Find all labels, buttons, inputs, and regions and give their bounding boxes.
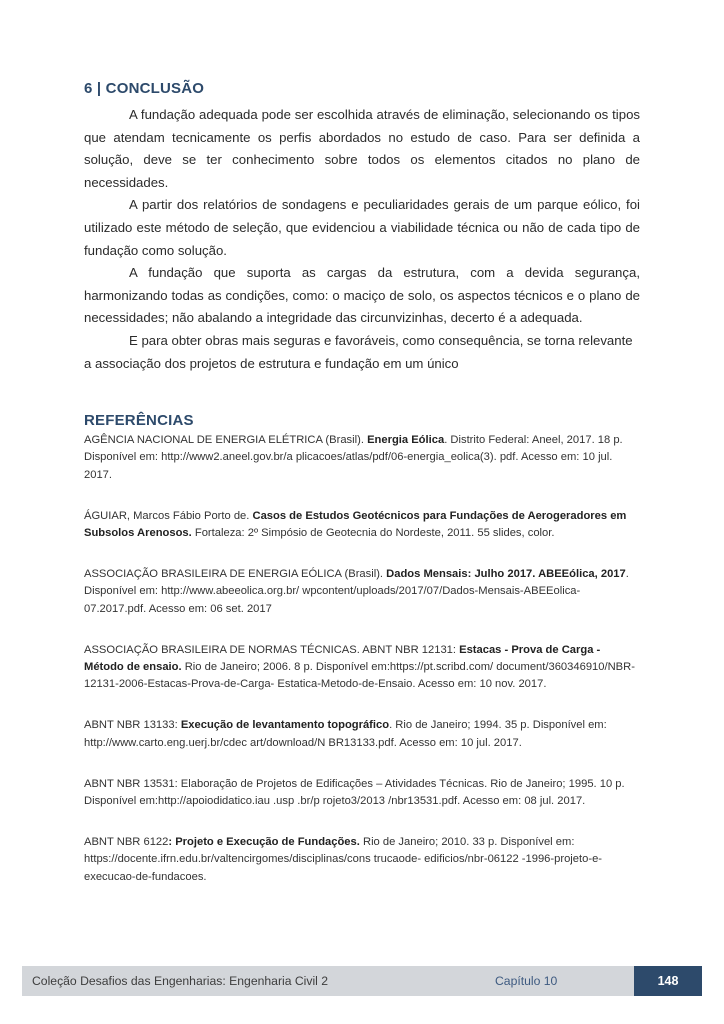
reference-text: . Rio de Janeiro; 1994. 35 p. Disponível em: http://www.carto.eng.uerj.br/cdec art/download/N BR13133.pdf. Acesso em: 10 jul. 2017. (84, 719, 607, 749)
reference-text: ASSOCIAÇÃO BRASILEIRA DE NORMAS TÉCNICAS. ABNT NBR 12131: (84, 643, 460, 656)
references-heading: REFERÊNCIAS (84, 412, 194, 430)
reference-text: . Distrito Federal: Aneel, 2017. 18 p. Disponível em: http://www2.aneel.gov.br/a plicacoes/atlas/pdf/06-energia_eolica(3). pdf. Acesso em: 10 jul. 2017. (84, 434, 623, 481)
reference-title: : Projeto e Execução de Fundações. (168, 836, 360, 849)
conclusion-paragraph: A fundação que suporta as cargas da estrutura, com a devida segurança, harmonizando todas as condições, como: o maciço de solo, os aspectos técnicos e o plano de necessidades; não abalando a integridade das circunvizinhas, decerto é a adequada. (84, 265, 640, 326)
reference-list (84, 432, 640, 886)
reference-title: Execução de levantamento topográfico (180, 719, 390, 732)
chapter-label: Capítulo 10 (495, 974, 558, 988)
reference-text: AGÊNCIA NACIONAL DE ENERGIA ELÉTRICA (Brasil). (84, 434, 368, 447)
reference-text: ASSOCIAÇÃO BRASILEIRA DE ENERGIA EÓLICA (Brasil). (84, 568, 387, 581)
reference-text: ABNT NBR 13531: Elaboração de Projetos de Edificações – Atividades Técnicas. Rio de Janeiro; 1995. 10 p. Disponível em:http://apoiodidatico.iau .usp .br/p rojeto3/2013 /nbr13531.pdf. Acesso em: 08 jul. 2017. (84, 777, 625, 807)
reference-text: . Disponível em: http://www.abeeolica.org.br/ wpcontent/uploads/2017/07/Dados-Mensais-ABEEolica-07.2017.pdf. Acesso em: 06 set. 2017 (84, 568, 629, 615)
reference-text: ABNT NBR 6122 (84, 836, 169, 849)
page-number: 148 (634, 966, 702, 996)
page-footer (22, 966, 702, 996)
reference-item (84, 642, 640, 694)
reference-item (84, 776, 640, 810)
conclusion-paragraph: A fundação adequada pode ser escolhida através de eliminação, selecionando os tipos que atendam tecnicamente os perfis abordados no estudo de caso. Para ser definida a solução, deve se ter conhecimento sobre todos os elementos citados no plano de necessidades. (84, 107, 640, 190)
conclusion-body (84, 104, 640, 375)
collection-title: Coleção Desafios das Engenharias: Engenharia Civil 2 (32, 974, 329, 988)
reference-text: Fortaleza: 2º Simpósio de Geotecnia do Nordeste, 2011. 55 slides, color. (191, 526, 555, 539)
reference-title: Dados Mensais: Julho 2017. ABEEólica, 2017 (386, 568, 626, 581)
reference-text: Rio de Janeiro; 2010. 33 p. Disponível em: https://docente.ifrn.edu.br/valtencirgomes/disciplinas/cons trucaode- edificios/nbr-06122 -1996-projeto-e-execucao-de-fundacoes. (84, 836, 603, 883)
reference-text: ÁGUIAR, Marcos Fábio Porto de. (84, 509, 253, 522)
reference-text: ABNT NBR 13133: (84, 719, 181, 732)
reference-item (84, 432, 640, 484)
conclusion-paragraph: A partir dos relatórios de sondagens e peculiaridades gerais de um parque eólico, foi utilizado este método de seleção, que evidenciou a viabilidade técnica ou não de cada tipo de fundação como solução. (84, 197, 640, 258)
reference-title: Casos de Estudos Geotécnicos para Fundações de Aerogeradores em Subsolos Arenosos. (84, 509, 627, 539)
reference-item (84, 834, 640, 886)
page-content (84, 80, 640, 910)
reference-item (84, 508, 640, 542)
reference-item (84, 717, 640, 751)
reference-text: Rio de Janeiro; 2006. 8 p. Disponível em:https://pt.scribd.com/ document/360346910/NBR-12131-2006-Estacas-Prova-de-Carga- Estatica-Metodo-de-Ensaio. Acesso em: 10 nov. 2017. (84, 660, 635, 691)
conclusion-paragraph: E para obter obras mais seguras e favoráveis, como consequência, se torna relevante a associação dos projetos de estrutura e fundação em um único (84, 332, 633, 371)
reference-item (84, 566, 640, 618)
reference-title: Energia Eólica (367, 434, 445, 447)
conclusion-heading: 6 | CONCLUSÃO (84, 80, 205, 97)
reference-title: Estacas - Prova de Carga - Método de ensaio. (84, 643, 601, 673)
